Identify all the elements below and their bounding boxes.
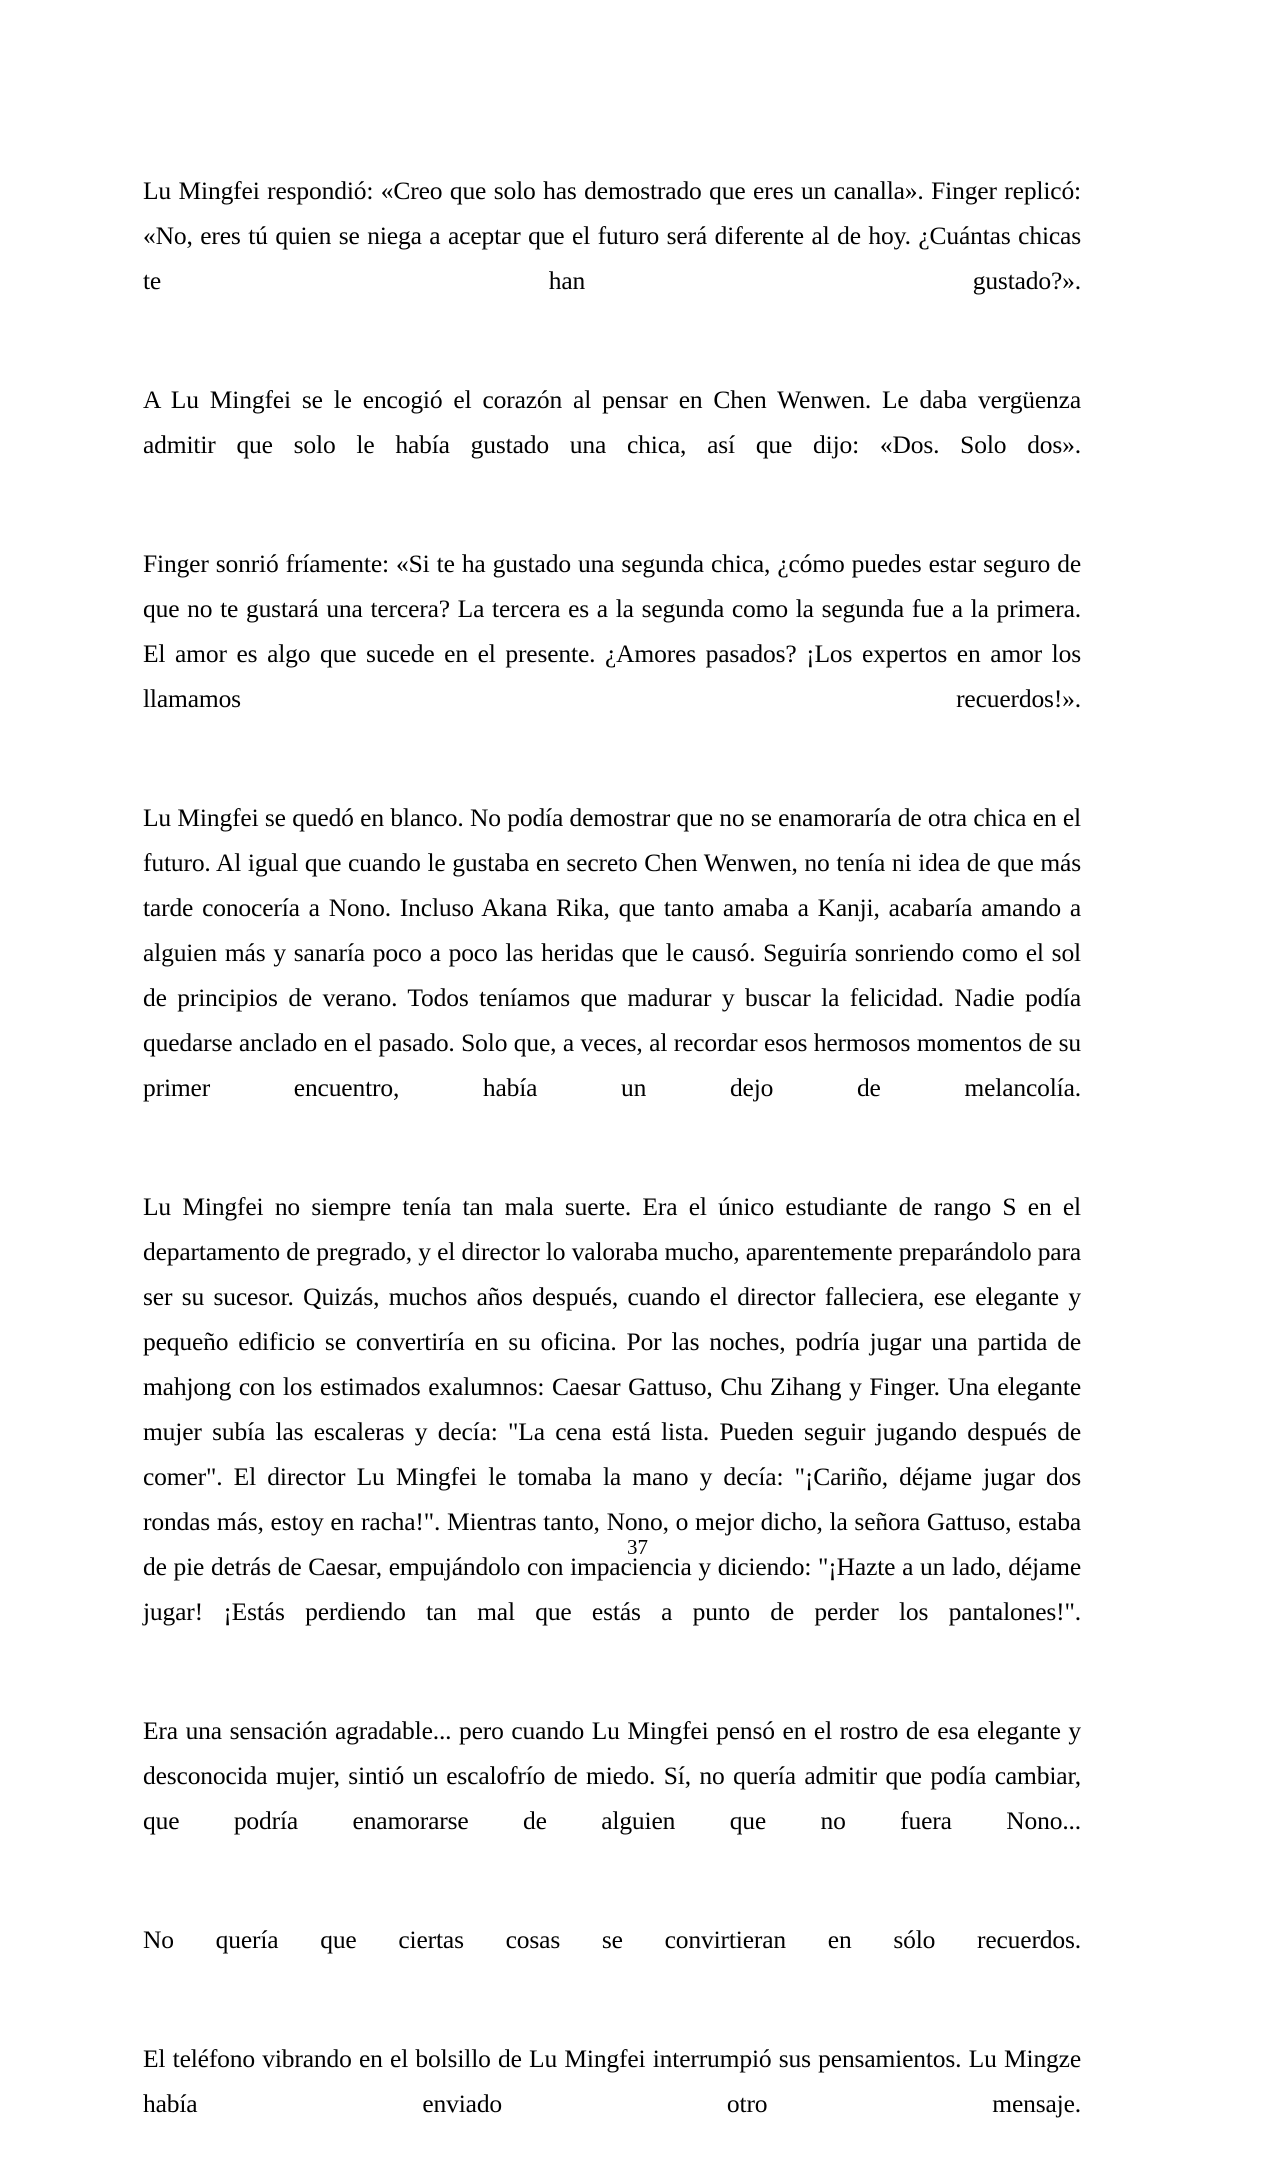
paragraph-1: Lu Mingfei respondió: «Creo que solo has demostrado que eres un canalla». Finger replicó: «No, eres tú quien se niega a aceptar que el futuro será diferente al de hoy. ¿Cuántas chicas te han gustado?». [143, 176, 1081, 295]
paragraph-4: Lu Mingfei se quedó en blanco. No podía demostrar que no se enamoraría de otra chica en el futuro. Al igual que cuando le gustaba en secreto Chen Wenwen, no tenía ni idea de que más tarde conocería a Nono. Incluso Akana Rika, que tanto amaba a Kanji, acabaría amando a alguien más y sanaría poco a poco las heridas que le causó. Seguiría sonriendo como el sol de principios de verano. Todos teníamos que madurar y buscar la felicidad. Nadie podía quedarse anclado en el pasado. Solo que, a veces, al recordar esos hermosos momentos de su primer encuentro, había un dejo de melancolía. [143, 803, 1081, 1102]
paragraph-8: El teléfono vibrando en el bolsillo de Lu Mingfei interrumpió sus pensamientos. Lu Mingze había enviado otro mensaje. [143, 2044, 1081, 2118]
paragraph-6: Era una sensación agradable... pero cuando Lu Mingfei pensó en el rostro de esa elegante y desconocida mujer, sintió un escalofrío de miedo. Sí, no quería admitir que podía cambiar, que podría enamorarse de alguien que no fuera Nono... [143, 1716, 1081, 1835]
paragraph-3: Finger sonrió fríamente: «Si te ha gustado una segunda chica, ¿cómo puedes estar seguro de que no te gustará una tercera? La tercera es a la segunda como la segunda fue a la primera. El amor es algo que sucede en el presente. ¿Amores pasados? ¡Los expertos en amor los llamamos recuerdos!». [143, 549, 1081, 713]
paragraph-5: Lu Mingfei no siempre tenía tan mala suerte. Era el único estudiante de rango S en el departamento de pregrado, y el director lo valoraba mucho, aparentemente preparándolo para ser su sucesor. Quizás, muchos años después, cuando el director falleciera, ese elegante y pequeño edificio se convertiría en su oficina. Por las noches, podría jugar una partida de mahjong con los estimados exalumnos: Caesar Gattuso, Chu Zihang y Finger. Una elegante mujer subía las escaleras y decía: "La cena está lista. Pueden seguir jugando después de comer". El director Lu Mingfei le tomaba la mano y decía: "¡Cariño, déjame jugar dos rondas más, estoy en racha!". Mientras tanto, Nono, o mejor dicho, la señora Gattuso, estaba de pie detrás de Caesar, empujándolo con impaciencia y diciendo: "¡Hazte a un lado, déjame jugar! ¡Estás perdiendo tan mal que estás a punto de perder los pantalones!". [143, 1192, 1081, 1626]
paragraph-2: A Lu Mingfei se le encogió el corazón al pensar en Chen Wenwen. Le daba vergüenza admitir que solo le había gustado una chica, así que dijo: «Dos. Solo dos». [143, 385, 1081, 459]
paragraph-7: No quería que ciertas cosas se convirtieran en sólo recuerdos. [143, 1925, 1081, 1954]
page-number: 37 [627, 1535, 648, 1559]
page-body-text [143, 168, 1081, 2171]
